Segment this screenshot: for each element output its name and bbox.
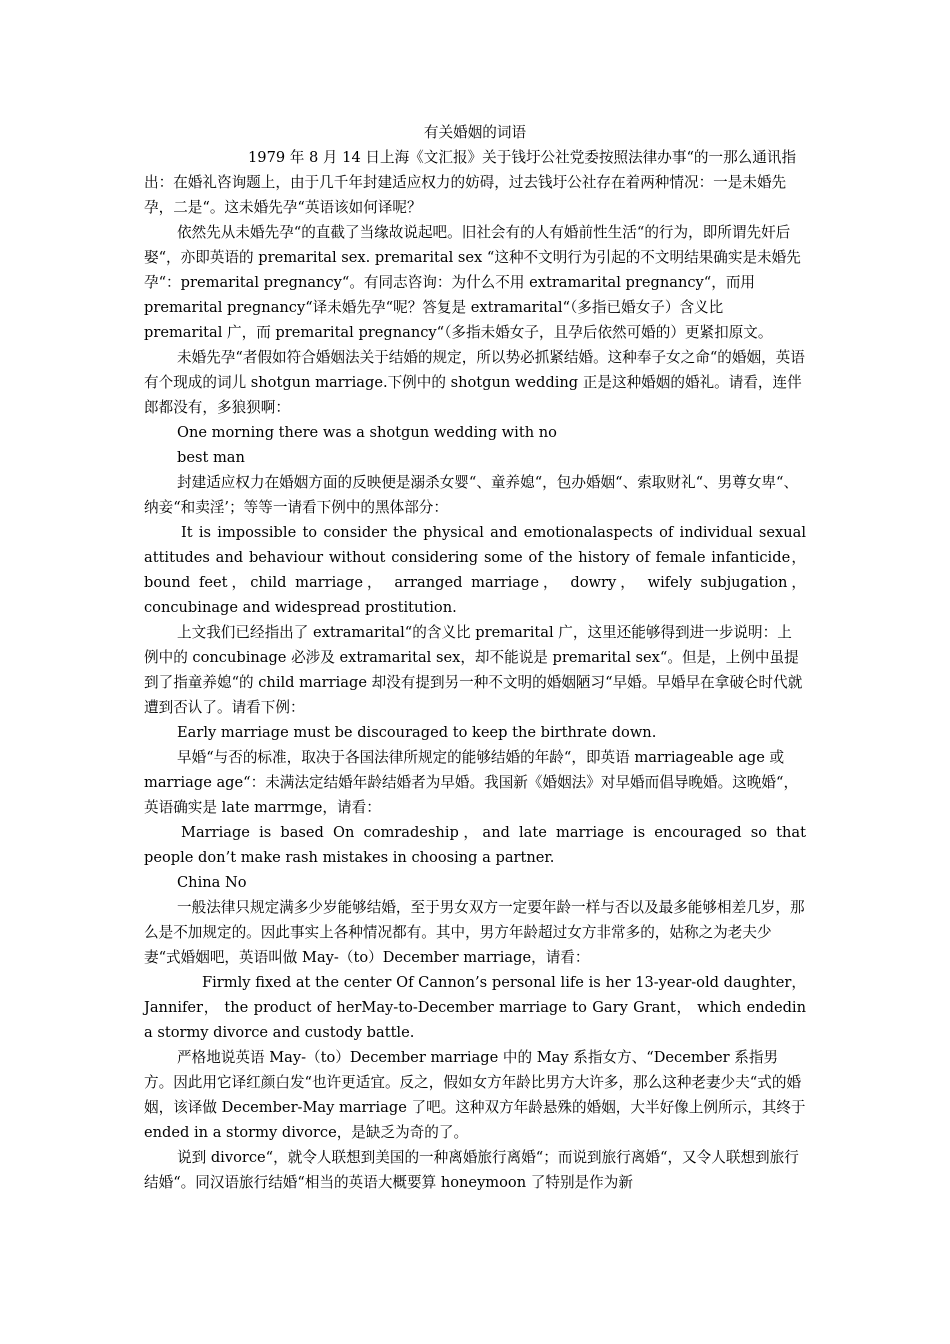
example-source: China No <box>177 874 247 891</box>
example-line: Early marriage must be discouraged to keep the birthrate down. <box>177 724 657 741</box>
example-paragraph: Marriage is based On comradeship，and late marriage is encouraged so that people don’t make rash mistakes in choosing a partner. <box>144 824 806 866</box>
paragraph: 1979 年 8 月 14 日上海《文汇报》关于钱圩公社党委按照法律办事“的一那么通讯指出：在婚礼咨询题上，由于几千年封建适应权力的妨碍，过去钱圩公社存在着两种情况：一是未婚先孕，二是“。这未婚先孕“英语该如何译呢？ <box>144 149 797 216</box>
paragraph: 封建适应权力在婚姻方面的反映便是溺杀女婴“、童养媳“，包办婚姻“、索取财礼“、男尊女卑“、纳妾“和卖淫’；等等一请看下例中的黑体部分： <box>144 474 799 516</box>
paragraph: 严格地说英语 May-（to）December marriage 中的 May 系指女方、“December 系指男方。因此用它译红颜白发“也许更适宜。反之，假如女方年龄比男方大许多，那么这种老妻少夫“式的婚姻，该译做 December-May marriage 了吧。这种双方年龄悬殊的婚姻，大半好像上例所示，其终于 ended in a stormy divorce，是缺乏为奇的了。 <box>144 1049 806 1141</box>
paragraph: 未婚先孕“者假如符合婚姻法关于结婚的规定，所以势必抓紧结婚。这种奉子女之命“的婚姻，英语有个现成的词儿 shotgun marriage.下例中的 shotgun wedding 正是这种婚姻的婚礼。请看，连伴郎都没有，多狼狈啊： <box>144 349 805 416</box>
example-paragraph: Firmly fixed at the center Of Cannon’s personal life is her 13-year-old daughter， Jannifer， the product of herMay-to-December marriage to Gary Grant， which endedin a stormy divorce and custody battle. <box>144 974 806 1041</box>
document-page <box>144 120 806 1195</box>
example-line: One morning there was a shotgun wedding with no <box>177 424 557 441</box>
paragraph: 早婚“与否的标准，取决于各国法律所规定的能够结婚的年龄“，即英语 marriageable age 或 marriage age“：未满法定结婚年龄结婚者为早婚。我国新《婚姻法》对早婚而倡导晚婚。这晚婚“，英语确实是 late marrmge，请看： <box>144 749 799 816</box>
paragraph: 说到 divorce“，就令人联想到美国的一种离婚旅行离婚“；而说到旅行离婚“，又令人联想到旅行结婚“。同汉语旅行结婚“相当的英语大概要算 honeymoon 了特别是作为新 <box>144 1149 799 1191</box>
example-line: best man <box>177 449 245 466</box>
document-title: 有关婚姻的词语 <box>423 124 527 141</box>
paragraph: 依然先从未婚先孕“的直截了当缘故说起吧。旧社会有的人有婚前性生活“的行为，即所谓先奸后娶“，亦即英语的 premarital sex. premarital sex “这种不文明行为引起的不文明结果确实是未婚先孕“：premarital pregnancy“。有同志咨询：为什么不用 extramarital pregnancy“，而用 premarital pregnancy“译未婚先孕“呢？答复是 extramarital“（多指已婚女子）含义比 premarital 广，而 premarital pregnancy“（多指未婚女子，且孕后依然可婚的）更紧扣原文。 <box>144 224 801 341</box>
example-paragraph: It is impossible to consider the physical and emotionalaspects of individual sexual attitudes and behaviour without considering some of the history of female infanticide，bound feet，child marriage， arranged marriage， dowry， wifely subjugation， concubinage and widespread prostitution. <box>144 524 806 616</box>
paragraph: 一般法律只规定满多少岁能够结婚，至于男女双方一定要年龄一样与否以及最多能够相差几岁，那么是不加规定的。因此事实上各种情况都有。其中，男方年龄超过女方非常多的，姑称之为老夫少妻“式婚姻吧，英语叫做 May-（to）December marriage，请看： <box>144 899 805 966</box>
paragraph: 上文我们已经指出了 extramarital“的含义比 premarital 广，这里还能够得到进一步说明：上例中的 concubinage 必涉及 extramarital sex，却不能说是 premarital sex“。但是，上例中虽提到了指童养媳“的 child marriage 却没有提到另一种不文明的婚姻陋习“早婚。早婚早在拿破仑时代就遭到否认了。请看下例： <box>144 624 803 716</box>
